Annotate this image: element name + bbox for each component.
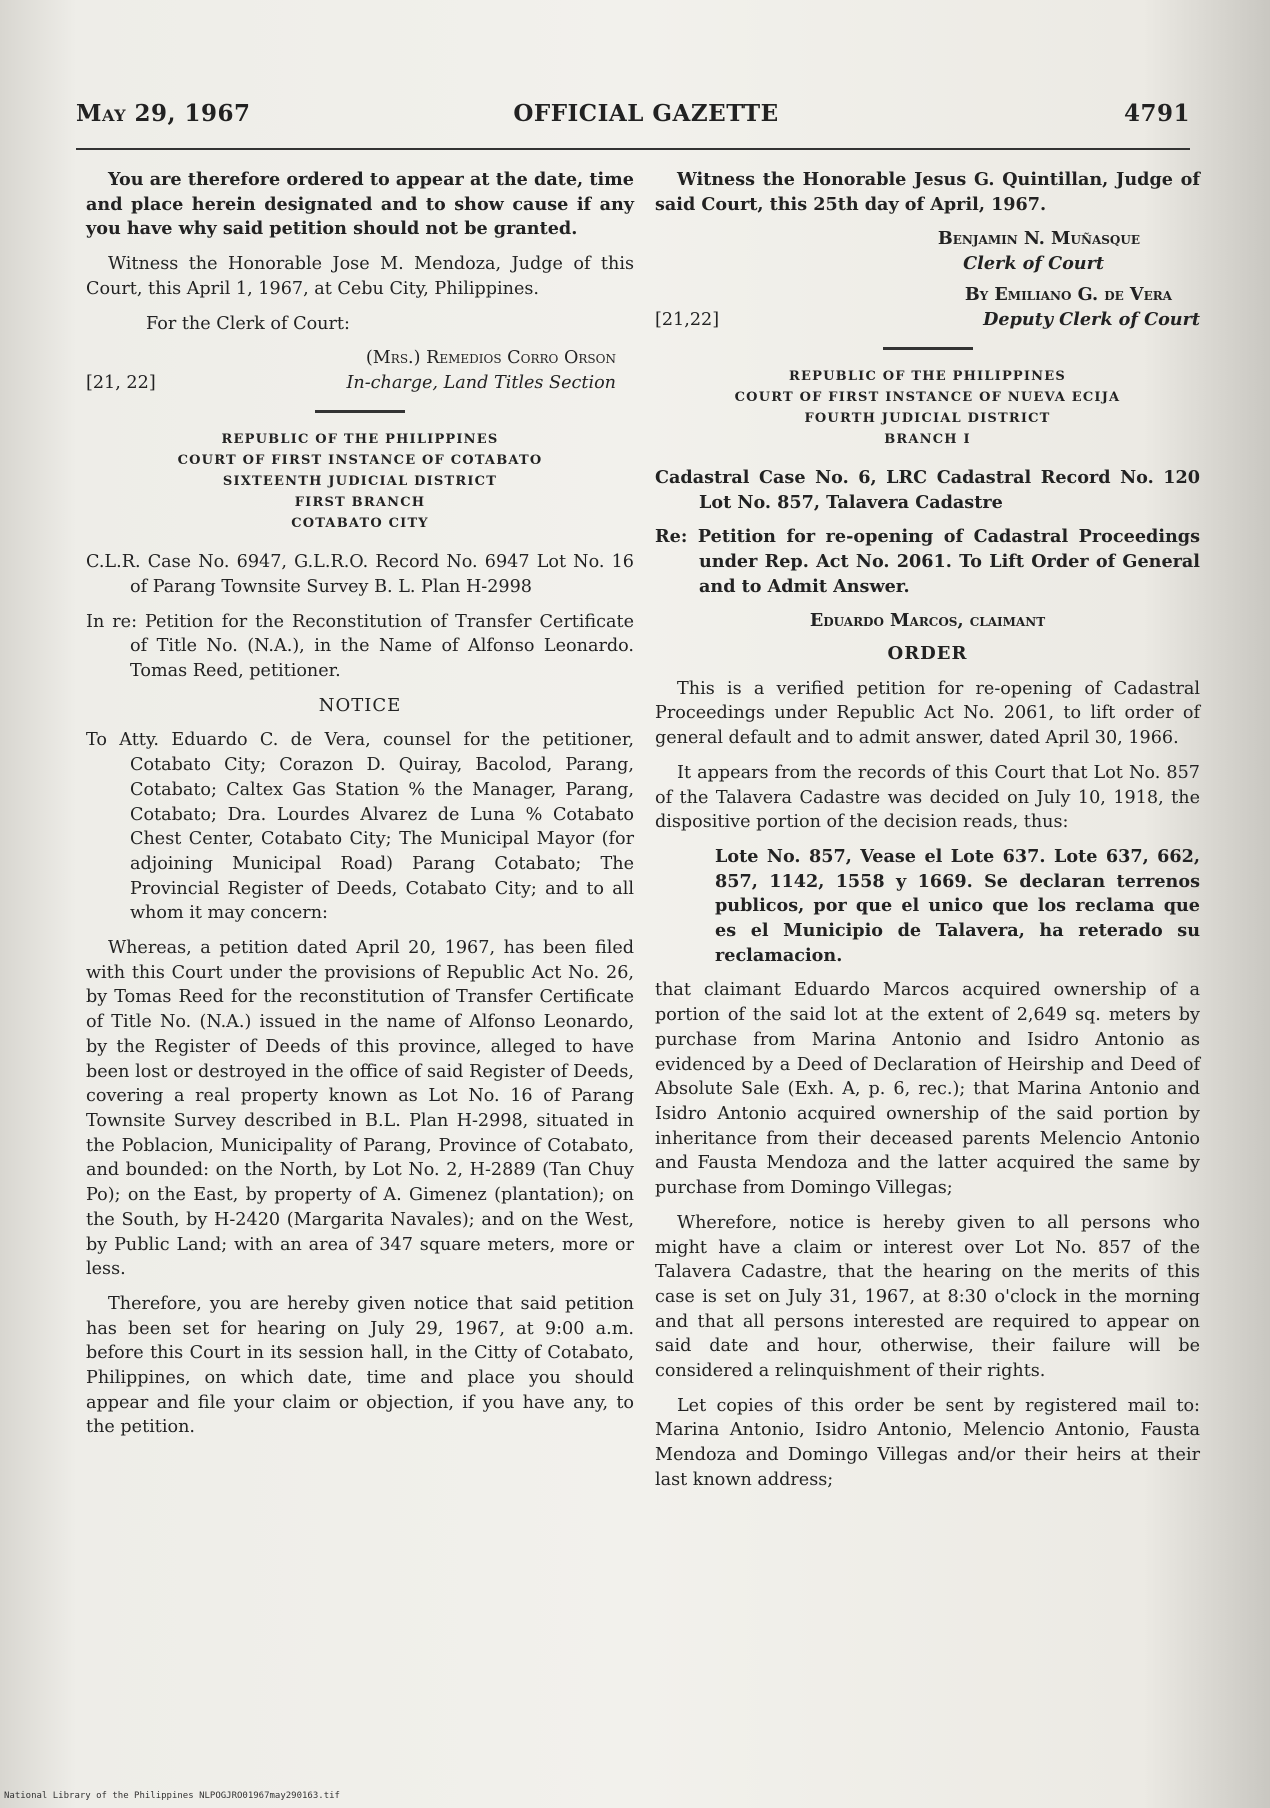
left-column	[86, 168, 634, 1450]
claimant-line: Eduardo Marcos, claimant	[809, 610, 1046, 632]
scan-footer: National Library of the Philippines NLPOGJRO01967may290163.tif	[4, 1791, 340, 1801]
right-case-title: Cadastral Case No. 6, LRC Cadastral Record No. 120 Lot No. 857, Talavera Cadastre	[655, 466, 1200, 513]
court-line: FOURTH JUDICIAL DISTRICT	[804, 410, 1051, 426]
left-in-re: In re: Petition for the Reconstitution of Transfer Certificate of Title No. (N.A.), in the Name of Alfonso Leonardo. Tomas Reed, petitioner.	[86, 611, 634, 682]
right-re: Re: Petition for re-opening of Cadastral Proceedings under Rep. Act No. 2061. To Lift Order of General and to Admit Answer.	[655, 526, 1200, 597]
right-decision-quote: Lote No. 857, Vease el Lote 637. Lote 637, 662, 857, 1142, 1558 y 1669. Se declaran terrenos publicos, por que el unico que los reclama que es el Municipio de Talavera, ha reterado su reclamacion.	[715, 845, 1200, 966]
court-line: COURT OF FIRST INSTANCE OF COTABATO	[177, 453, 543, 469]
header-rule	[76, 148, 1190, 150]
order-heading: ORDER	[887, 643, 968, 665]
right-clerk-block	[655, 227, 1200, 276]
clerk-role: Clerk of Court	[963, 253, 1104, 275]
left-court-heading	[86, 429, 634, 534]
court-line: COURT OF FIRST INSTANCE OF NUEVA ECIJA	[734, 389, 1121, 405]
left-to-parties: To Atty. Eduardo C. de Vera, counsel for the petitioner, Cotabato City; Corazon D. Quiray, Bacolod, Parang, Cotabato; Caltex Gas Station % the Manager, Parang, Cotabato; Dra. Lourdes Alvarez de Luna % Cotabato Chest Center, Cotabato City; The Municipal Mayor (for adjoining Municipal Road) Parang Cotabato; The Provincial Register of Deeds, Cotabato City; and to all whom it may concern:	[86, 730, 634, 924]
left-signature-name: (Mrs.) Remedios Corro Orson	[365, 348, 616, 369]
right-separator	[883, 347, 973, 350]
right-order-p5: Let copies of this order be sent by registered mail to: Marina Antonio, Isidro Antonio, Melencio Antonio, Fausta Mendoza and Domingo Villegas and/or their heirs at their last known address;	[655, 1395, 1200, 1490]
clerk-name: Benjamin N. Muñasque	[937, 228, 1140, 250]
court-line: COTABATO CITY	[291, 516, 429, 532]
left-signature-block	[86, 346, 634, 396]
left-whereas-paragraph: Whereas, a petition dated April 20, 1967, has been filed with this Court under the provisions of Republic Act No. 26, by Tomas Reed for the reconstitution of Transfer Certificate of Title No. (N.A.) issued in the name of Alfonso Leonardo, by the Register of Deeds of this province, alleged to have been lost or destroyed in the office of said Register of Deeds, covering a real property known as Lot No. 16 of Parang Townsite Survey described in B.L. Plan H-2998, situated in the Poblacion, Municipality of Parang, Province of Cotabato, and bounded: on the North, by Lot No. 2, H-2889 (Tan Chuy Po); on the East, by property of A. Gimenez (plantation); on the South, by H-2420 (Margarita Navales); and on the West, by Public Land; with an area of 347 square meters, more or less.	[86, 938, 634, 1280]
header-page-number: 4791	[1123, 100, 1190, 127]
right-witness-paragraph: Witness the Honorable Jesus G. Quintillan, Judge of said Court, this 25th day of April, 1967.	[655, 169, 1200, 215]
left-order-paragraph: You are therefore ordered to appear at the date, time and place herein designated and to show cause if any you have why said petition should not be granted.	[86, 169, 634, 240]
court-line: BRANCH I	[884, 431, 971, 447]
header-date: May 29, 1967	[76, 100, 251, 127]
left-case-title: C.L.R. Case No. 6947, G.L.R.O. Record No. 6947 Lot No. 16 of Parang Townsite Survey B. L. Plan H-2998	[86, 552, 634, 597]
page-header	[76, 100, 1190, 140]
left-for-clerk: For the Clerk of Court:	[146, 313, 350, 334]
left-signature-role: In-charge, Land Titles Section	[346, 373, 616, 394]
left-therefore-paragraph: Therefore, you are hereby given notice that said petition has been set for hearing on July 29, 1967, at 9:00 a.m. before this Court in its session hall, in the Citty of Cotabato, Philippines, on which date, time and place you should appear and file your claim or objection, if you have any, to the petition.	[86, 1293, 634, 1438]
deputy-number: [21,22]	[655, 309, 720, 330]
header-title: OFFICIAL GAZETTE	[513, 100, 779, 127]
right-order-p3: that claimant Eduardo Marcos acquired ownership of a portion of the said lot at the extent of 2,649 sq. meters by purchase from Marina Antonio and Isidro Antonio as evidenced by a Deed of Declaration of Heirship and Deed of Absolute Sale (Exh. A, p. 6, rec.); that Marina Antonio and Isidro Antonio acquired ownership of the said portion by inheritance from their deceased parents Melencio Antonio and Fausta Mendoza and the latter acquired the same by purchase from Domingo Villegas;	[655, 980, 1200, 1199]
right-court-heading	[655, 366, 1200, 450]
left-witness-paragraph: Witness the Honorable Jose M. Mendoza, Judge of this Court, this April 1, 1967, at Cebu City, Philippines.	[86, 254, 634, 299]
right-column	[655, 168, 1200, 1503]
court-line: REPUBLIC OF THE PHILIPPINES	[789, 368, 1066, 384]
right-order-p4: Wherefore, notice is hereby given to all persons who might have a claim or interest over Lot No. 857 of the Talavera Cadastre, that the hearing on the merits of this case is set on July 31, 1967, at 8:30 o'clock in the morning and that all persons interested are required to appear on said date and hour, otherwise, their failure will be considered a relinquishment of their rights.	[655, 1212, 1200, 1382]
left-signature-number: [21, 22]	[86, 373, 156, 394]
right-deputy-block	[655, 283, 1200, 333]
right-order-p2: It appears from the records of this Court that Lot No. 857 of the Talavera Cadastre was decided on July 10, 1918, the dispositive portion of the decision reads, thus:	[655, 762, 1200, 833]
court-line: FIRST BRANCH	[294, 495, 426, 511]
deputy-role: Deputy Clerk of Court	[983, 308, 1200, 330]
court-line: REPUBLIC OF THE PHILIPPINES	[221, 432, 499, 448]
right-order-p1: This is a verified petition for re-opening of Cadastral Proceedings under Republic Act No. 2061, to lift order of general default and to admit answer, dated April 30, 1966.	[655, 678, 1200, 749]
left-separator	[315, 410, 405, 413]
deputy-name: By Emiliano G. de Vera	[964, 283, 1172, 305]
notice-heading: NOTICE	[318, 694, 402, 716]
court-line: SIXTEENTH JUDICIAL DISTRICT	[222, 474, 498, 490]
